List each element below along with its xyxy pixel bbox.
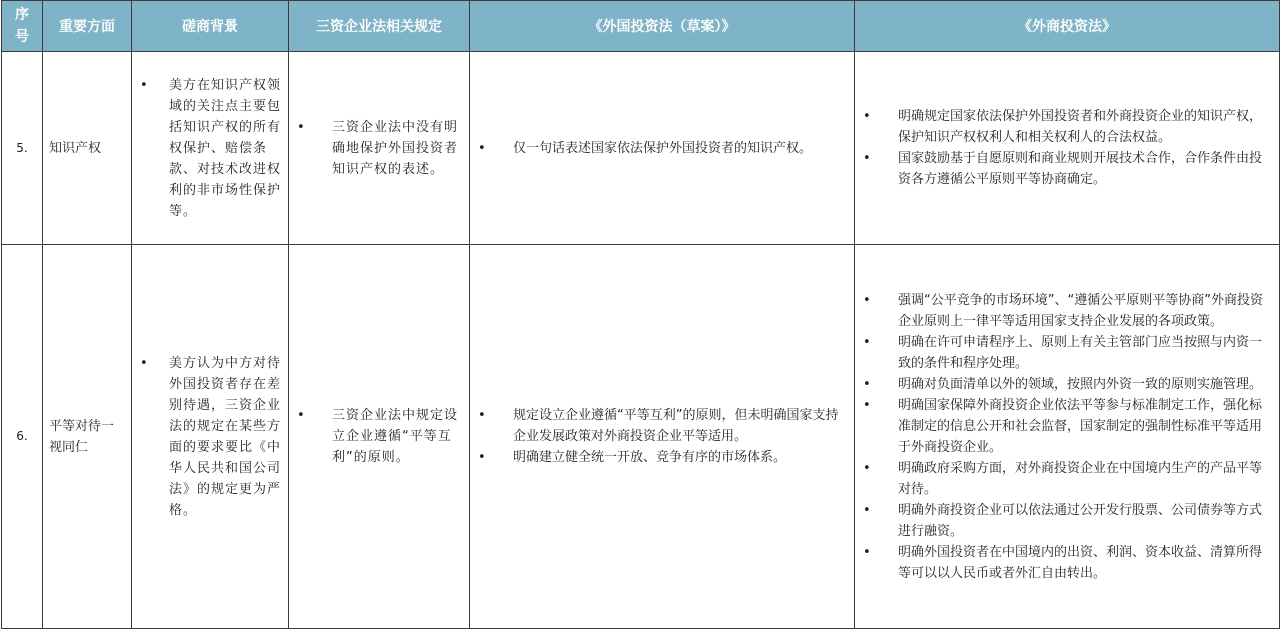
bullet-item: • 仅一句话表述国家依法保护外国投资者的知识产权。 [471,138,853,159]
header-fil: 《外商投资法》 [855,1,1280,52]
bullet-item: • 明确对负面清单以外的领域，按照内外资一致的原则实施管理。 [856,374,1278,395]
bullet-item: • 明确建立健全统一开放、竞争有序的市场体系。 [471,447,853,468]
header-index: 序号 [2,1,43,52]
bullet-item: • 美方认为中方对待外国投资者存在差别待遇，三资企业法的规定在某些方面的要求要比《中华人民共和国公司法》的规定更为严格。 [133,353,287,521]
background-cell [132,52,289,245]
header-draft-law: 《外国投资法（草案）》 [470,1,855,52]
fil-cell [855,52,1280,245]
draft-law-cell [470,52,855,245]
header-aspect: 重要方面 [43,1,132,52]
bullet-item: • 明确外国投资者在中国境内的出资、利润、资本收益、清算所得等可以以人民币或者外汇自由转出。 [856,542,1278,584]
header-three-law: 三资企业法相关规定 [289,1,470,52]
bullet-item: • 明确在许可申请程序上、原则上有关主管部门应当按照与内资一致的条件和程序处理。 [856,332,1278,374]
row-aspect: 平等对待一视同仁 [43,245,132,629]
background-cell [132,245,289,629]
bullet-item: • 明确国家保障外商投资企业依法平等参与标准制定工作，强化标准制定的信息公开和社会监督，国家制定的强制性标准平等适用于外商投资企业。 [856,395,1278,458]
bullet-item: • 明确政府采购方面，对外商投资企业在中国境内生产的产品平等对待。 [856,458,1278,500]
bullet-item: • 三资企业法中规定设立企业遵循“平等互利”的原则。 [290,405,468,468]
bullet-item: • 强调“公平竞争的市场环境”、“遵循公平原则平等协商”外商投资企业原则上一律平等适用国家支持企业发展的各项政策。 [856,290,1278,332]
row-index: 5. [2,52,43,245]
three-law-cell [289,245,470,629]
three-law-cell [289,52,470,245]
row-aspect: 知识产权 [43,52,132,245]
fil-cell [855,245,1280,629]
bullet-item: • 美方在知识产权领域的关注点主要包括知识产权的所有权保护、赔偿条款、对技术改进权利的非市场性保护等。 [133,75,287,222]
table-row [2,52,1280,245]
bullet-item: • 国家鼓励基于自愿原则和商业规则开展技术合作，合作条件由投资各方遵循公平原则平等协商确定。 [856,148,1278,190]
draft-law-cell [470,245,855,629]
bullet-item: • 明确规定国家依法保护外国投资者和外商投资企业的知识产权，保护知识产权权利人和相关权利人的合法权益。 [856,106,1278,148]
bullet-item: • 明确外商投资企业可以依法通过公开发行股票、公司债券等方式进行融资。 [856,500,1278,542]
bullet-item: • 规定设立企业遵循“平等互利”的原则，但未明确国家支持企业发展政策对外商投资企业平等适用。 [471,405,853,447]
table-row [2,245,1280,629]
header-background: 磋商背景 [132,1,289,52]
row-index: 6. [2,245,43,629]
bullet-item: • 三资企业法中没有明确地保护外国投资者知识产权的表述。 [290,117,468,180]
comparison-table [1,0,1280,629]
header-row [2,1,1280,52]
